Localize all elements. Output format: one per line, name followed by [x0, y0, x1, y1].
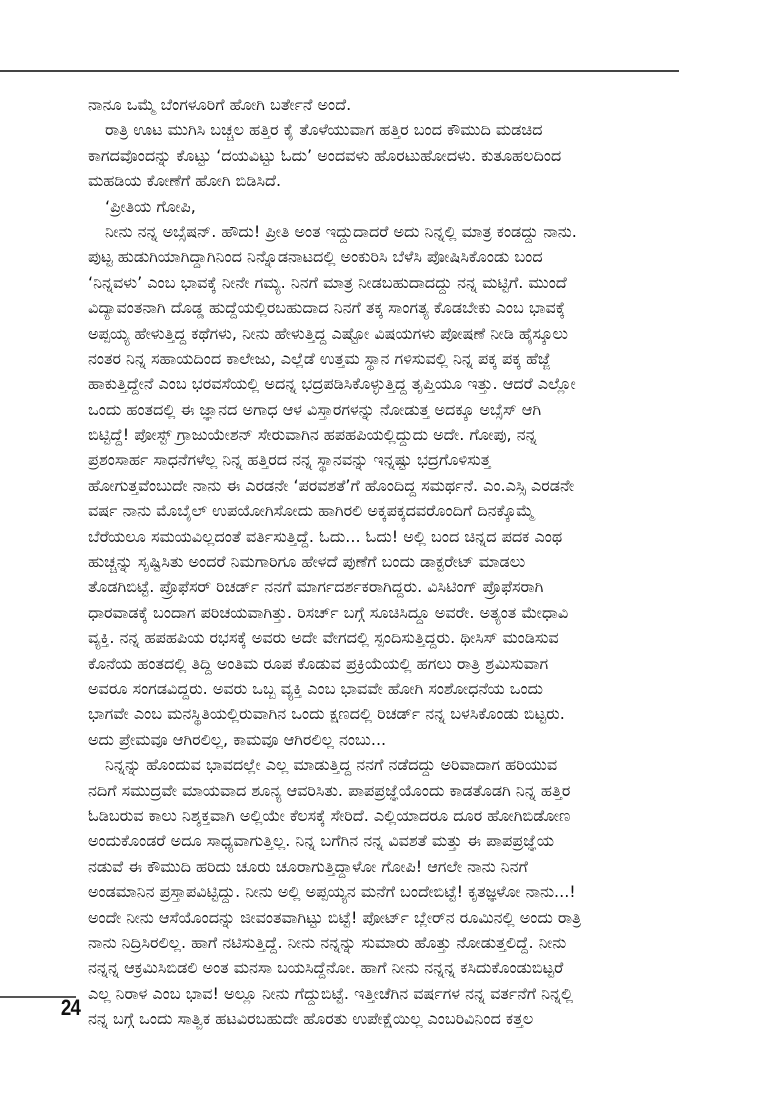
text-line: ವ್ಯಕ್ತಿ. ನನ್ನ ಹಪಹಪಿಯ ರಭಸಕ್ಕೆ ಅವರು ಅದೇ ವೇಗದಲ್ಲಿ ಸ್ಪಂದಿಸುತ್ತಿದ್ದರು. ಥೀಸಿಸ್ ಮಂಡಿಸುವ	[88, 628, 559, 648]
text-line: ನೀನು ನನ್ನ ಅಬ್ಸೆಷನ್. ಹೌದು! ಪ್ರೀತಿ ಅಂತ ಇದ್ದುದಾದರೆ ಅದು ನಿನ್ನಲ್ಲಿ ಮಾತ್ರ ಕಂಡದ್ದು ನಾನು.	[105, 221, 577, 241]
header-rule	[0, 70, 679, 72]
text-line: ಒಂದು ಹಂತದಲ್ಲಿ ಈ ಜ್ಞಾನದ ಅಗಾಧ ಆಳ ವಿಸ್ತಾರಗಳನ್ನು ನೋಡುತ್ತ ಅದಕ್ಕೂ ಅಬ್ಸೆಸ್ ಆಗಿ	[88, 399, 542, 419]
text-line: ನಾನು ನಿದ್ರಿಸಿರಲಿಲ್ಲ. ಹಾಗೆ ನಟಿಸುತ್ತಿದ್ದೆ. ನೀನು ನನ್ನನ್ನು ಸುಮಾರು ಹೊತ್ತು ನೋಡುತ್ತಲಿದ್ದೆ. ನೀನು	[88, 932, 567, 952]
text-line: ವರ್ಷ ನಾನು ಮೊಬೈಲ್ ಉಪಯೋಗಿಸೋದು ಹಾಗಿರಲಿ ಅಕ್ಕಪಕ್ಕದವರೊಂದಿಗೆ ದಿನಕ್ಕೊಮ್ಮೆ	[88, 501, 535, 521]
page-number: 24	[60, 995, 80, 1020]
text-line: ‘ಪ್ರೀತಿಯ ಗೋಪಿ,	[105, 196, 196, 216]
text-line: ಹಾಕುತ್ತಿದ್ದೇನೆ ಎಂಬ ಭರವಸೆಯಲ್ಲಿ ಅದನ್ನ ಭದ್ರಪಡಿಸಿಕೊಳ್ಳುತ್ತಿದ್ದ ತೃಪ್ತಿಯೂ ಇತ್ತು. ಆದರೆ ಎಲ್ಲೋ	[88, 374, 576, 394]
text-line: ಅವರೂ ಸಂಗಡವಿದ್ದರು. ಅವರು ಒಬ್ಬ ವ್ಯಕ್ತಿ ಎಂಬ ಭಾವವೇ ಹೋಗಿ ಸಂಶೋಧನೆಯ ಒಂದು	[88, 678, 543, 698]
text-line: ರಾತ್ರಿ ಊಟ ಮುಗಿಸಿ ಬಚ್ಚಲ ಹತ್ತಿರ ಕೈ ತೊಳೆಯುವಾಗ ಹತ್ತಿರ ಬಂದ ಕೌಮುದಿ ಮಡಚಿದ	[105, 120, 543, 140]
text-line: ಅಂಡಮಾನಿನ ಪ್ರಸ್ತಾಪವಿಟ್ಟಿದ್ದು. ನೀನು ಅಲ್ಲಿ ಅಪ್ಪಯ್ಯನ ಮನೆಗೆ ಬಂದೇಬಿಟ್ಟೆ! ಕೃತಜ್ಞಳೋ ನಾನು...!	[88, 882, 576, 902]
text-line: ಅದು ಪ್ರೇಮವೂ ಆಗಿರಲಿಲ್ಲ, ಕಾಮವೂ ಆಗಿರಲಿಲ್ಲ ನಂಬು...	[88, 729, 387, 749]
text-line: ಹೋಗುತ್ತವೆಂಬುದೇ ನಾನು ಈ ಎರಡನೇ ‘ಪರವಶತೆ’ಗೆ ಹೊಂದಿದ್ದ ಸಮರ್ಥನೆ. ಎಂ.ಎಸ್ಸಿ ಎರಡನೇ	[88, 475, 575, 495]
text-line: ಅಂದೇ ನೀನು ಆಸೆಯೊಂದನ್ನು ಜೀವಂತವಾಗಿಟ್ಟು ಬಿಟ್ಟೆ! ಪೋರ್ಟ್ ಬ್ಲೇರ್‌ನ ರೂಮಿನಲ್ಲಿ ಅಂದು ರಾತ್ರಿ	[88, 907, 582, 927]
text-line: ತೊಡಗಿಬಿಟ್ಟೆ. ಪ್ರೊಫೆಸರ್ ರಿಚರ್ಡ್ ನನಗೆ ಮಾರ್ಗದರ್ಶಕರಾಗಿದ್ದರು. ವಿಸಿಟಿಂಗ್ ಪ್ರೊಫೆಸರಾಗಿ	[88, 577, 544, 597]
text-line: ಭಾಗವೇ ಎಂಬ ಮನಸ್ಥಿತಿಯಲ್ಲಿರುವಾಗಿನ ಒಂದು ಕ್ಷಣದಲ್ಲಿ ರಿಚರ್ಡ್ ನನ್ನ ಬಳಸಿಕೊಂಡು ಬಿಟ್ಟರು.	[88, 704, 565, 724]
text-line: ನನ್ನನ್ನ ಆಕ್ರಮಿಸಿಬಿಡಲಿ ಅಂತ ಮನಸಾ ಬಯಸಿದ್ದೆನೋ. ಹಾಗೆ ನೀನು ನನ್ನನ್ನ ಕಸಿದುಕೊಂಡುಬಿಟ್ಟರೆ	[88, 958, 564, 978]
text-line: ವಿದ್ಯಾವಂತನಾಗಿ ದೊಡ್ಡ ಹುದ್ದೆಯಲ್ಲಿರಬಹುದಾದ ನಿನಗೆ ತಕ್ಕ ಸಾಂಗತ್ಯ ಕೊಡಬೇಕು ಎಂಬ ಭಾವಕ್ಕೆ	[88, 298, 566, 318]
text-line: ನಾನೂ ಒಮ್ಮೆ ಬೆಂಗಳೂರಿಗೆ ಹೋಗಿ ಬರ್ತೇನೆ ಅಂದೆ.	[88, 95, 352, 114]
text-line: ನನ್ನ ಬಗ್ಗೆ ಒಂದು ಸಾತ್ವಿಕ ಹಟವಿರಬಹುದೇ ಹೊರತು ಉಪೇಕ್ಷೆಯಿಲ್ಲ ಎಂಬರಿವಿನಿಂದ ಕತ್ತಲ	[88, 1009, 534, 1029]
text-line: ನದಿಗೆ ಸಮುದ್ರವೇ ಮಾಯವಾದ ಶೂನ್ಯ ಆವರಿಸಿತು. ಪಾಪಪ್ರಜ್ಞೆಯೊಂದು ಕಾಡತೊಡಗಿ ನಿನ್ನ ಹತ್ತಿರ	[88, 780, 571, 800]
text-line: ನಂತರ ನಿನ್ನ ಸಹಾಯದಿಂದ ಕಾಲೇಜು, ಎಲ್ಲೆಡೆ ಉತ್ತಮ ಸ್ಥಾನ ಗಳಿಸುವಲ್ಲಿ ನಿನ್ನ ಪಕ್ಕ ಪಕ್ಕ ಹೆಜ್ಜೆ	[88, 348, 551, 368]
text-line: ಎಲ್ಲ ನಿರಾಳ ಎಂಬ ಭಾವ! ಅಲ್ಲೂ ನೀನು ಗೆದ್ದುಬಿಟ್ಟೆ. ಇತ್ತೀಚೆಗಿನ ವರ್ಷಗಳ ನನ್ನ ವರ್ತನೆಗೆ ನಿನ್ನಲ್ಲಿ	[88, 983, 574, 1003]
text-line: ಪುಟ್ಟ ಹುಡುಗಿಯಾಗಿದ್ದಾಗಿನಿಂದ ನಿನ್ನೊಡನಾಟದಲ್ಲಿ ಅಂಕುರಿಸಿ ಬೆಳೆಸಿ ಪೋಷಿಸಿಕೊಂಡು ಬಂದ	[88, 247, 543, 267]
text-line: ‘ನಿನ್ನವಳು’ ಎಂಬ ಭಾವಕ್ಕೆ ನೀನೇ ಗಮ್ಯ. ನಿನಗೆ ಮಾತ್ರ ನೀಡಬಹುದಾದದ್ದು ನನ್ನ ಮಟ್ಟಿಗೆ. ಮುಂದೆ	[88, 272, 567, 292]
text-line: ನಡುವೆ ಈ ಕೌಮುದಿ ಹರಿದು ಚೂರು ಚೂರಾಗುತ್ತಿದ್ದಾಳೋ ಗೋಪಿ! ಆಗಲೇ ನಾನು ನಿನಗೆ	[88, 856, 528, 876]
text-line: ಕಾಗದವೊಂದನ್ನು ಕೊಟ್ಟು ‘ದಯವಿಟ್ಟು ಓದು’ ಅಂದವಳು ಹೊರಟುಹೋದಳು. ಕುತೂಹಲದಿಂದ	[88, 145, 562, 165]
text-line: ಮಹಡಿಯ ಕೋಣೆಗೆ ಹೋಗಿ ಬಿಡಿಸಿದೆ.	[88, 171, 282, 191]
text-line: ಹುಚ್ಚನ್ನು ಸೃಷ್ಟಿಸಿತು ಅಂದರೆ ನಿಮಗಾರಿಗೂ ಹೇಳದೆ ಪುಣೆಗೆ ಬಂದು ಡಾಕ್ಟರೇಟ್ ಮಾಡಲು	[88, 552, 526, 572]
text-line: ಅಪ್ಪಯ್ಯ ಹೇಳುತ್ತಿದ್ದ ಕಥೆಗಳು, ನೀನು ಹೇಳುತ್ತಿದ್ದ ಎಷ್ಟೋ ವಿಷಯಗಳು ಪೋಷಣೆ ನೀಡಿ ಹೈಸ್ಕೂಲು	[88, 323, 569, 343]
text-line: ಪ್ರಶಂಸಾರ್ಹ ಸಾಧನೆಗಳೆಲ್ಲ ನಿನ್ನ ಹತ್ತಿರದ ನನ್ನ ಸ್ಥಾನವನ್ನು ಇನ್ನಷ್ಟು ಭದ್ರಗೊಳಿಸುತ್ತ	[88, 450, 491, 470]
text-line: ಬಿಟ್ಟಿದ್ದೆ! ಪೋಸ್ಟ್ ಗ್ರಾಜುಯೇಶನ್ ಸೇರುವಾಗಿನ ಹಪಹಪಿಯಲ್ಲಿದ್ದುದು ಅದೇ. ಗೋಪು, ನನ್ನ	[88, 425, 537, 445]
text-line: ಧಾರವಾಡಕ್ಕೆ ಬಂದಾಗ ಪರಿಚಯವಾಗಿತ್ತು. ರಿಸರ್ಚ್ ಬಗ್ಗೆ ಸೂಚಿಸಿದ್ದೂ ಅವರೇ. ಅತ್ಯಂತ ಮೇಧಾವಿ	[88, 602, 569, 622]
text-line: ಬೆರೆಯಲೂ ಸಮಯವಿಲ್ಲದಂತೆ ವರ್ತಿಸುತ್ತಿದ್ದೆ. ಓದು... ಓದು! ಅಲ್ಲಿ ಬಂದ ಚಿನ್ನದ ಪದಕ ಎಂಥ	[88, 526, 563, 546]
text-line: ನಿನ್ನನ್ನು ಹೊಂದುವ ಭಾವದಲ್ಲೇ ಎಲ್ಲ ಮಾಡುತ್ತಿದ್ದ ನನಗೆ ನಡೆದದ್ದು ಅರಿವಾದಾಗ ಹರಿಯುವ	[105, 755, 558, 775]
text-line: ಅಂದುಕೊಂಡರೆ ಅದೂ ಸಾಧ್ಯವಾಗುತ್ತಿಲ್ಲ. ನಿನ್ನ ಬಗೆಗಿನ ನನ್ನ ವಿವಶತೆ ಮತ್ತು ಈ ಪಾಪಪ್ರಜ್ಞೆಯ	[88, 831, 554, 851]
text-line: ಓಡಿಬರುವ ಕಾಲು ನಿಶ್ಶಕ್ತವಾಗಿ ಅಲ್ಲಿಯೇ ಕೆಲಸಕ್ಕೆ ಸೇರಿದೆ. ಎಲ್ಲಿಯಾದರೂ ದೂರ ಹೋಗಿಬಿಡೋಣ	[88, 805, 571, 825]
body-text	[88, 92, 678, 1031]
text-line: ಕೊನೆಯ ಹಂತದಲ್ಲಿ ತಿದ್ದಿ ಅಂತಿಮ ರೂಪ ಕೊಡುವ ಪ್ರಕ್ರಿಯೆಯಲ್ಲಿ ಹಗಲು ರಾತ್ರಿ ಶ್ರಮಿಸುವಾಗ	[88, 653, 549, 673]
